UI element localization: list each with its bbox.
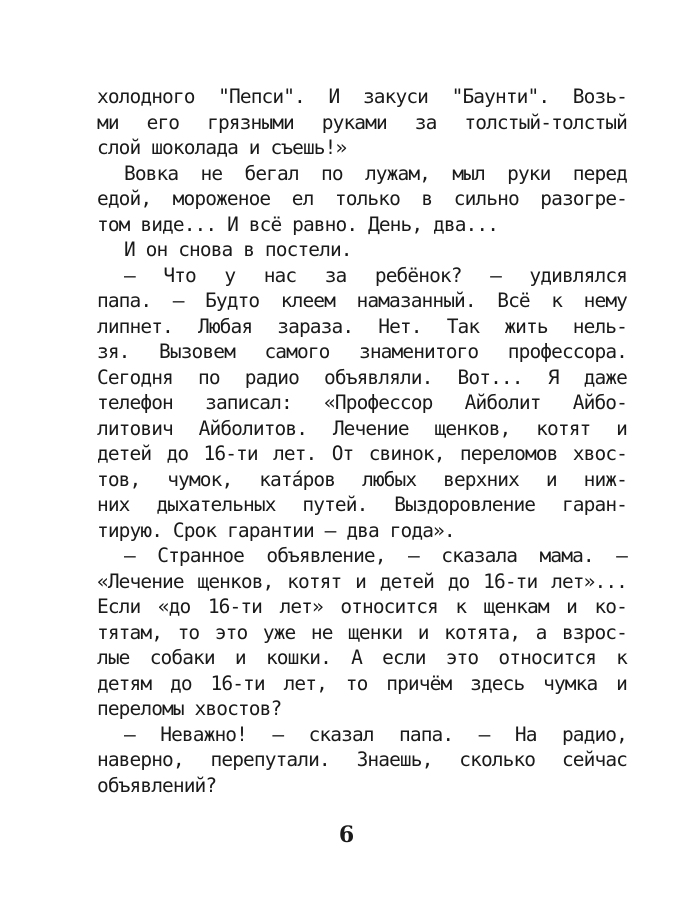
page-number: 6 [338, 822, 355, 848]
text-line: объявлений? [97, 773, 217, 797]
text-line: ми его грязными руками за толстый-толстый [97, 110, 627, 134]
text-line: тирую. Срок гарантии — два года». [97, 518, 455, 542]
text-line: тятам, то это уже не щенки и котята, а взрос- [97, 620, 627, 644]
text-line: детям до 16-ти лет, то причём здесь чумка и [97, 671, 627, 695]
text-line: зя. Вызовем самого знаменитого профессора. [97, 340, 627, 363]
text-line: Если «до 16-ти лет» относится к щенкам и ко- [97, 595, 627, 618]
text-line: Вовка не бегал по лужам, мыл руки перед [124, 161, 627, 185]
text-line: телефон записал: «Профессор Айболит Айбо- [97, 391, 627, 414]
text-line: детей до 16-ти лет. От свинок, переломов хвос- [97, 442, 627, 465]
text-line: Сегодня по радио объявляли. Вот... Я даже [97, 365, 627, 389]
text-line: «Лечение щенков, котят и детей до 16-ти лет»... [97, 569, 627, 593]
text-line: наверно, перепутали. Знаешь, сколько сейчас [97, 748, 627, 771]
text-line: папа. — Будто клеем намазанный. Всё к нему [97, 289, 627, 312]
text-line: переломы хвостов? [97, 697, 282, 720]
body-text [97, 84, 627, 798]
text-line: том виде... И всё равно. День, два... [97, 212, 499, 236]
text-line: холодного "Пепси". И закуси "Баунти". Возь- [97, 85, 627, 108]
text-line: слой шоколада и съешь!» [97, 136, 347, 159]
text-line: — Странное объявление, — сказала мама. — [124, 544, 627, 567]
text-line: тов, чумок, ката́ров любых верхних и ниж- [97, 467, 627, 491]
text-line: — Что у нас за ребёнок? — удивлялся [124, 263, 627, 287]
text-line: — Неважно! — сказал папа. — На радио, [124, 722, 627, 746]
text-line: них дыхательных путей. Выздоровление гаран- [97, 493, 627, 516]
text-line: литович Айболитов. Лечение щенков, котят и [97, 416, 627, 440]
text-line: И он снова в постели. [124, 238, 352, 261]
text-line: липнет. Любая зараза. Нет. Так жить нель- [97, 314, 627, 338]
text-line: лые собаки и кошки. А если это относится к [97, 646, 627, 669]
text-line: едой, мороженое ел только в сильно разогре- [97, 187, 627, 210]
